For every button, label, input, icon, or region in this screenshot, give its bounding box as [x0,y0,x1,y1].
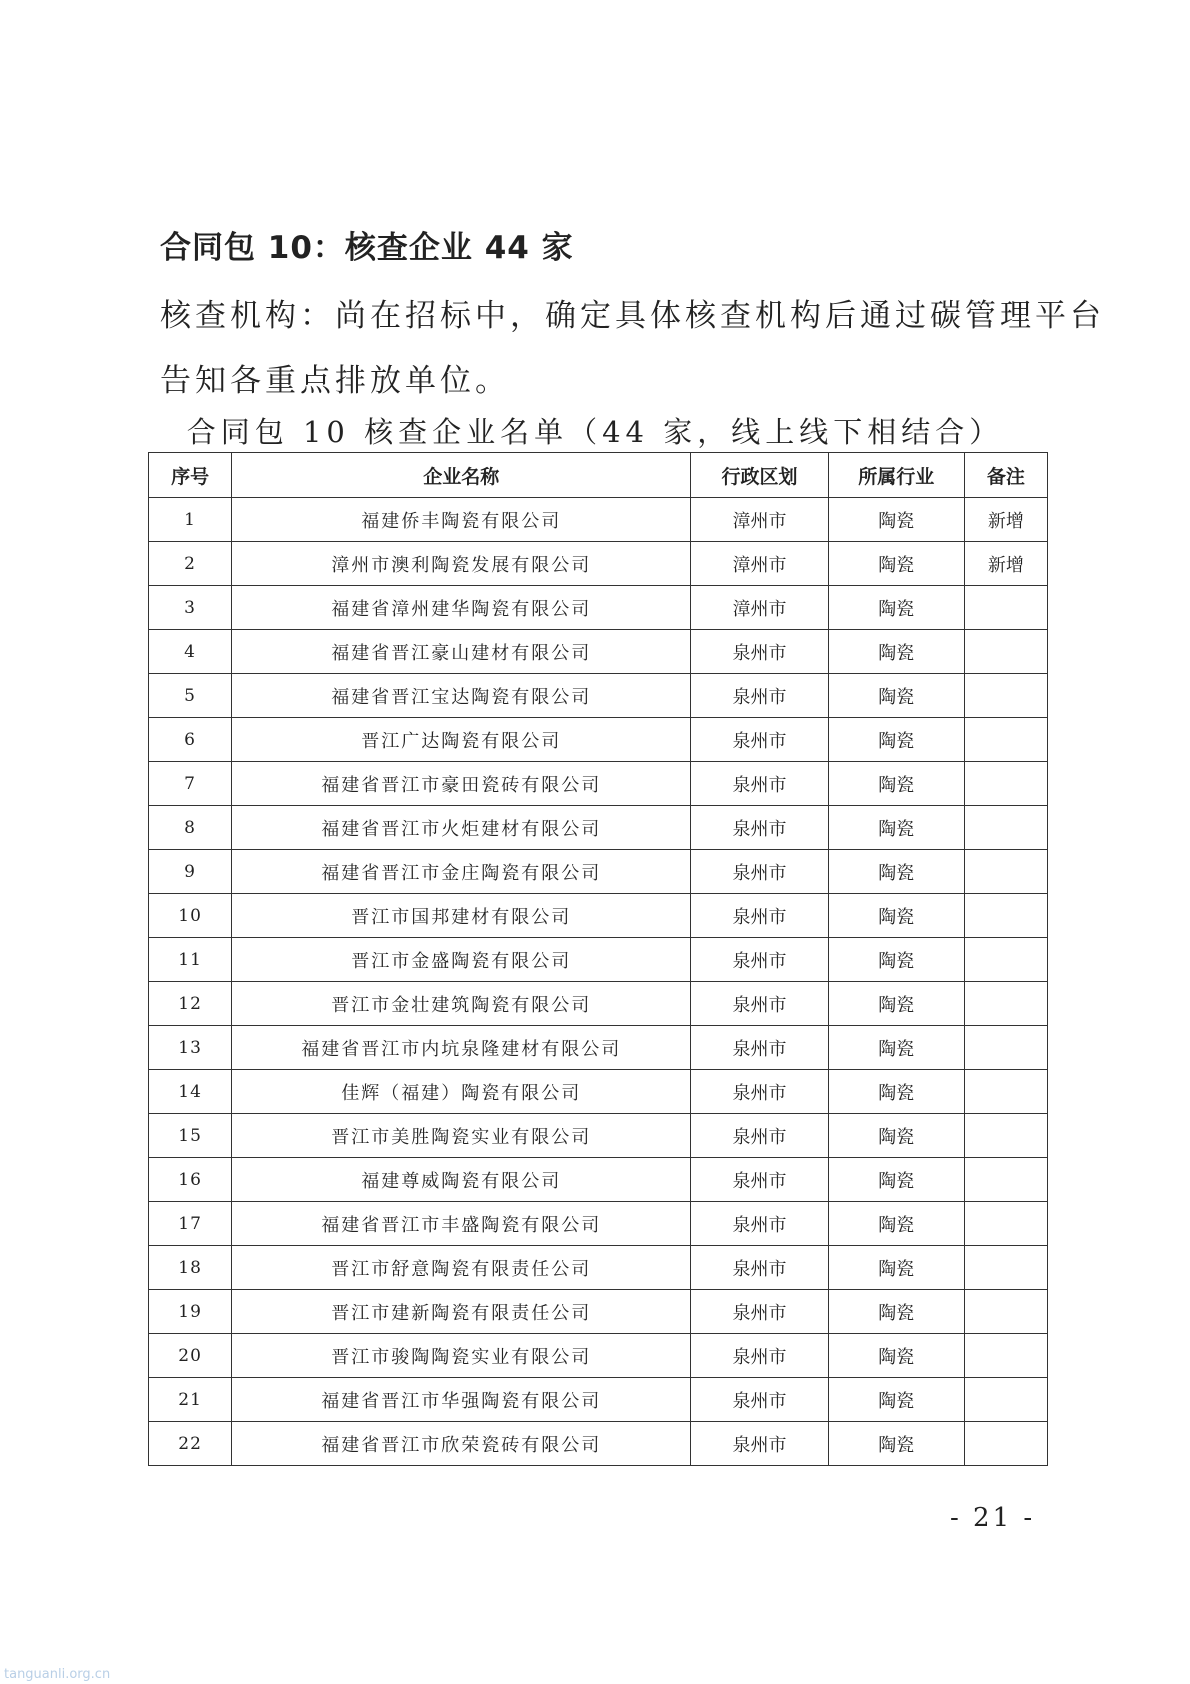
table-row [149,1070,1048,1114]
table-row [149,850,1048,894]
cell-industry: 陶瓷 [828,1070,964,1114]
cell-index: 4 [149,630,232,674]
table-row [149,586,1048,630]
table-row [149,1158,1048,1202]
cell-region: 泉州市 [691,938,828,982]
cell-remark [964,982,1047,1026]
header-index: 序号 [149,453,232,498]
cell-industry: 陶瓷 [828,806,964,850]
cell-company-name: 福建省漳州建华陶瓷有限公司 [232,586,691,630]
cell-remark [964,1114,1047,1158]
enterprise-table [148,452,1048,1466]
table-row [149,1290,1048,1334]
table-row [149,718,1048,762]
header-industry: 所属行业 [828,453,964,498]
cell-index: 21 [149,1378,232,1422]
table-row [149,1026,1048,1070]
page-number: - 21 - [950,1503,1036,1533]
cell-region: 泉州市 [691,806,828,850]
cell-industry: 陶瓷 [828,498,964,542]
table-row [149,1202,1048,1246]
cell-company-name: 漳州市澳利陶瓷发展有限公司 [232,542,691,586]
cell-remark [964,586,1047,630]
cell-remark [964,1246,1047,1290]
cell-industry: 陶瓷 [828,1290,964,1334]
cell-industry: 陶瓷 [828,1334,964,1378]
cell-remark: 新增 [964,542,1047,586]
header-region: 行政区划 [691,453,828,498]
cell-industry: 陶瓷 [828,542,964,586]
cell-remark [964,1334,1047,1378]
cell-region: 漳州市 [691,586,828,630]
table-title: 合同包 10 核查企业名单（44 家，线上线下相结合） [186,415,1004,449]
table-row [149,542,1048,586]
cell-index: 10 [149,894,232,938]
cell-index: 5 [149,674,232,718]
paragraph-line-2: 告知各重点排放单位。 [160,363,510,399]
cell-index: 2 [149,542,232,586]
cell-region: 漳州市 [691,498,828,542]
cell-index: 7 [149,762,232,806]
cell-industry: 陶瓷 [828,1158,964,1202]
cell-remark [964,1378,1047,1422]
paragraph-line-1: 核查机构：尚在招标中，确定具体核查机构后通过碳管理平台 [160,298,1105,334]
cell-company-name: 福建省晋江市金庄陶瓷有限公司 [232,850,691,894]
cell-region: 泉州市 [691,1070,828,1114]
cell-remark [964,1026,1047,1070]
cell-industry: 陶瓷 [828,1026,964,1070]
cell-company-name: 福建省晋江市内坑泉隆建材有限公司 [232,1026,691,1070]
cell-remark [964,894,1047,938]
cell-region: 泉州市 [691,1114,828,1158]
cell-industry: 陶瓷 [828,674,964,718]
cell-remark [964,1422,1047,1466]
cell-region: 泉州市 [691,982,828,1026]
table-row [149,806,1048,850]
table-row [149,630,1048,674]
cell-region: 泉州市 [691,1026,828,1070]
cell-industry: 陶瓷 [828,982,964,1026]
cell-region: 泉州市 [691,1422,828,1466]
cell-company-name: 晋江市金壮建筑陶瓷有限公司 [232,982,691,1026]
cell-region: 泉州市 [691,1334,828,1378]
cell-index: 9 [149,850,232,894]
table-row [149,674,1048,718]
cell-company-name: 佳辉（福建）陶瓷有限公司 [232,1070,691,1114]
cell-industry: 陶瓷 [828,1422,964,1466]
cell-remark [964,1070,1047,1114]
cell-region: 泉州市 [691,1158,828,1202]
table-row [149,1114,1048,1158]
cell-region: 泉州市 [691,630,828,674]
cell-industry: 陶瓷 [828,718,964,762]
cell-company-name: 晋江市骏陶陶瓷实业有限公司 [232,1334,691,1378]
table-row [149,1378,1048,1422]
cell-index: 15 [149,1114,232,1158]
cell-index: 17 [149,1202,232,1246]
cell-company-name: 福建省晋江市火炬建材有限公司 [232,806,691,850]
cell-industry: 陶瓷 [828,1202,964,1246]
section-heading: 合同包 10：核查企业 44 家 [160,230,574,266]
table-row [149,1246,1048,1290]
table-row [149,894,1048,938]
cell-company-name: 福建省晋江市华强陶瓷有限公司 [232,1378,691,1422]
cell-company-name: 福建省晋江市豪田瓷砖有限公司 [232,762,691,806]
cell-index: 12 [149,982,232,1026]
cell-region: 泉州市 [691,894,828,938]
cell-region: 泉州市 [691,1378,828,1422]
cell-index: 14 [149,1070,232,1114]
cell-region: 泉州市 [691,850,828,894]
cell-index: 6 [149,718,232,762]
cell-region: 泉州市 [691,1202,828,1246]
table-row [149,498,1048,542]
cell-industry: 陶瓷 [828,850,964,894]
cell-index: 19 [149,1290,232,1334]
cell-company-name: 福建省晋江豪山建材有限公司 [232,630,691,674]
cell-region: 泉州市 [691,1246,828,1290]
cell-industry: 陶瓷 [828,1246,964,1290]
cell-company-name: 晋江市国邦建材有限公司 [232,894,691,938]
cell-company-name: 晋江市金盛陶瓷有限公司 [232,938,691,982]
cell-remark [964,1290,1047,1334]
cell-industry: 陶瓷 [828,586,964,630]
cell-remark [964,630,1047,674]
cell-index: 3 [149,586,232,630]
cell-remark [964,938,1047,982]
cell-index: 22 [149,1422,232,1466]
cell-remark [964,1202,1047,1246]
cell-region: 漳州市 [691,542,828,586]
cell-company-name: 晋江广达陶瓷有限公司 [232,718,691,762]
cell-remark [964,762,1047,806]
cell-company-name: 福建省晋江宝达陶瓷有限公司 [232,674,691,718]
cell-industry: 陶瓷 [828,938,964,982]
cell-remark [964,850,1047,894]
cell-industry: 陶瓷 [828,1378,964,1422]
cell-industry: 陶瓷 [828,1114,964,1158]
cell-region: 泉州市 [691,674,828,718]
cell-company-name: 福建省晋江市丰盛陶瓷有限公司 [232,1202,691,1246]
cell-remark [964,718,1047,762]
cell-index: 18 [149,1246,232,1290]
cell-industry: 陶瓷 [828,762,964,806]
header-company-name: 企业名称 [232,453,691,498]
cell-company-name: 福建尊威陶瓷有限公司 [232,1158,691,1202]
cell-company-name: 晋江市建新陶瓷有限责任公司 [232,1290,691,1334]
header-remark: 备注 [964,453,1047,498]
cell-remark: 新增 [964,498,1047,542]
cell-region: 泉州市 [691,762,828,806]
cell-index: 13 [149,1026,232,1070]
cell-index: 8 [149,806,232,850]
cell-index: 1 [149,498,232,542]
cell-company-name: 福建省晋江市欣荣瓷砖有限公司 [232,1422,691,1466]
cell-region: 泉州市 [691,718,828,762]
watermark: tanguanli.org.cn [4,1667,111,1682]
table-header-row [149,453,1048,498]
cell-remark [964,1158,1047,1202]
table-row [149,1422,1048,1466]
table-row [149,762,1048,806]
cell-company-name: 晋江市舒意陶瓷有限责任公司 [232,1246,691,1290]
cell-remark [964,806,1047,850]
cell-index: 11 [149,938,232,982]
cell-industry: 陶瓷 [828,894,964,938]
table-row [149,938,1048,982]
cell-company-name: 福建侨丰陶瓷有限公司 [232,498,691,542]
table-row [149,1334,1048,1378]
cell-industry: 陶瓷 [828,630,964,674]
cell-remark [964,674,1047,718]
table-body [149,498,1048,1466]
table-row [149,982,1048,1026]
cell-region: 泉州市 [691,1290,828,1334]
cell-company-name: 晋江市美胜陶瓷实业有限公司 [232,1114,691,1158]
cell-index: 20 [149,1334,232,1378]
cell-index: 16 [149,1158,232,1202]
